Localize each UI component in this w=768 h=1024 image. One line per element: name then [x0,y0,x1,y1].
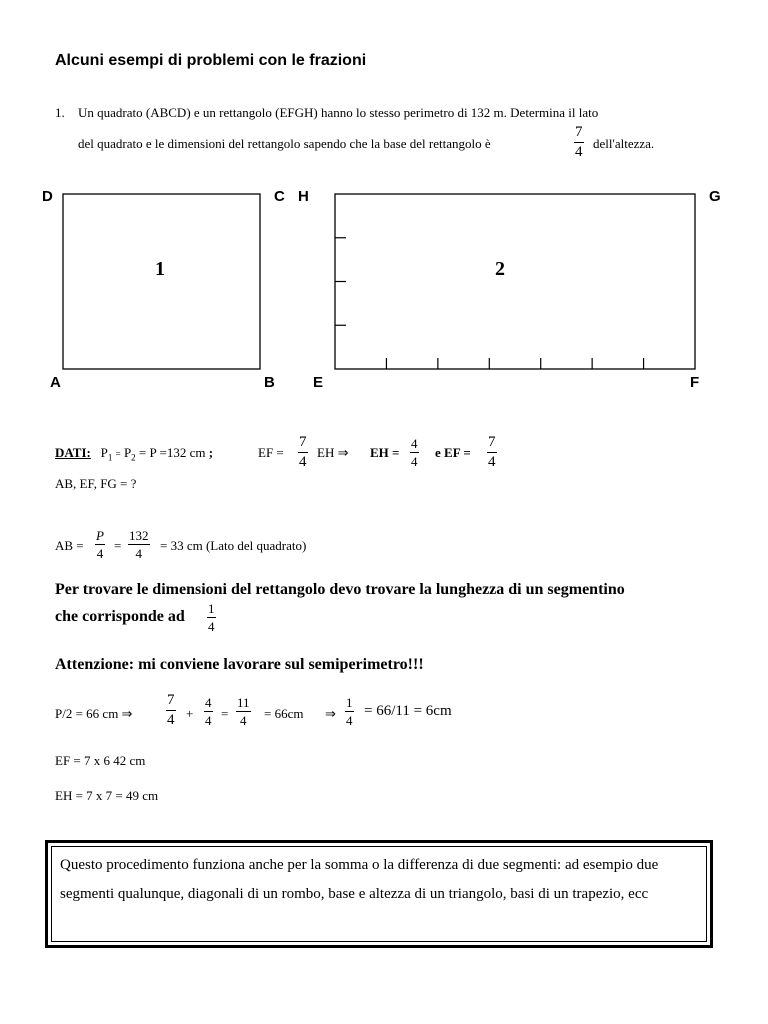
page-title: Alcuni esempi di problemi con le frazioni [55,52,367,69]
p2-subscript: 2 [131,452,136,463]
p1-symbol: P [100,445,108,460]
semi-66cm: = 66cm [264,706,304,721]
dati-fraction-2 [410,437,419,468]
semi-fraction-2 [204,696,213,727]
dati-label: DATI: [55,445,91,460]
eh-arrow: EH ⇒ [317,445,349,460]
e-ef-bold: e EF = [435,445,471,460]
fraction-denominator: 4 [299,454,307,470]
unknowns-line: AB, EF, FG = ? [55,476,137,491]
fraction-numerator: 7 [487,435,497,453]
problem-line-2-end: dell'altezza. [593,136,655,151]
fraction-numerator: 1 [208,601,215,616]
vertex-d: D [42,188,53,205]
semi-fraction-1 [166,693,176,728]
fraction-denominator: 4 [205,713,212,728]
bold-paragraph-line-1: Per trovare le dimensioni del rettangolo devo trovare la lunghezza di un segmentino [55,581,625,598]
semicolon: ; [208,445,214,460]
eh-bold: EH = [370,445,400,460]
fraction-numerator: 7 [574,125,584,143]
ab-result: = 33 cm (Lato del quadrato) [160,538,307,553]
vertex-f: F [690,374,700,391]
bold-paragraph-fraction [207,602,216,633]
rectangle-ticks [335,238,644,369]
bold-paragraph-line-2: che corrisponde ad [55,608,185,625]
semi-equals: = [221,706,229,721]
problem-line-1: Un quadrato (ABCD) e un rettangolo (EFGH) hanno lo stesso perimetro di 132 m. Determina il lato [78,105,599,120]
fraction-numerator: 4 [205,695,212,710]
fraction-numerator: 7 [166,693,176,711]
square-shape [63,194,260,369]
fraction-denominator: 4 [575,144,583,160]
semi-lhs: P/2 = 66 cm ⇒ [55,706,133,721]
ab-fraction-2 [128,529,150,560]
problem-line-2: del quadrato e le dimensioni del rettangolo sapendo che la base del rettangolo è [78,136,491,151]
plus-sign: + [186,706,194,721]
fraction-denominator: 4 [96,546,104,561]
fraction-numerator: 132 [129,528,149,543]
fraction-denominator: 4 [411,454,418,469]
p2-symbol: P [123,445,132,460]
note-box [45,840,713,948]
fraction-denominator: 4 [167,712,175,728]
fraction-numerator: P [96,528,104,543]
perimeter-value: = P =132 cm [138,445,206,460]
ef-equals: EF = [258,445,284,460]
vertex-b: B [264,374,275,391]
fraction-denominator: 4 [240,713,247,728]
ab-lhs: AB = [55,538,84,553]
rectangle-shape [335,194,695,369]
bold-paragraph-attention: Attenzione: mi conviene lavorare sul semiperimetro!!! [55,656,424,673]
semi-fraction-4 [345,696,354,727]
dati-fraction-3 [487,435,497,470]
fraction-denominator: 4 [208,619,215,634]
fraction-denominator: 4 [488,454,496,470]
rectangle-label: 2 [495,258,505,280]
dati-fraction-1 [298,435,308,470]
fraction-numerator: 11 [237,695,250,710]
semi-arrow: ⇒ [325,706,336,721]
vertex-a: A [50,374,61,391]
ab-equals: = [114,538,122,553]
semi-fraction-3 [236,696,251,727]
vertex-c: C [274,188,285,205]
vertex-g: G [709,188,721,205]
square-label: 1 [155,258,165,280]
note-text: Questo procedimento funziona anche per la somma o la differenza di due segmenti: ad esempio due segmenti qualunque, diagonali di un rombo, base e altezza di un triangolo, basi di un trapezio, ecc [60,857,659,902]
fraction-denominator: 4 [135,546,142,561]
fraction-numerator: 1 [346,695,353,710]
figure-diagram [0,0,768,400]
problem-number: 1. [55,105,65,120]
ef-line: EF = 7 x 6 42 cm [55,753,146,768]
fraction-numerator: 4 [411,436,418,451]
vertex-e: E [313,374,324,391]
semi-result: = 66/11 = 6cm [364,703,452,719]
fraction-numerator: 7 [298,435,308,453]
ab-fraction-1 [95,529,105,560]
dati-line [55,445,213,463]
vertex-h: H [298,188,309,205]
eh-line: EH = 7 x 7 = 49 cm [55,788,159,803]
small-equals: = [115,449,121,459]
p1-subscript: 1 [107,452,113,463]
fraction-denominator: 4 [346,713,353,728]
